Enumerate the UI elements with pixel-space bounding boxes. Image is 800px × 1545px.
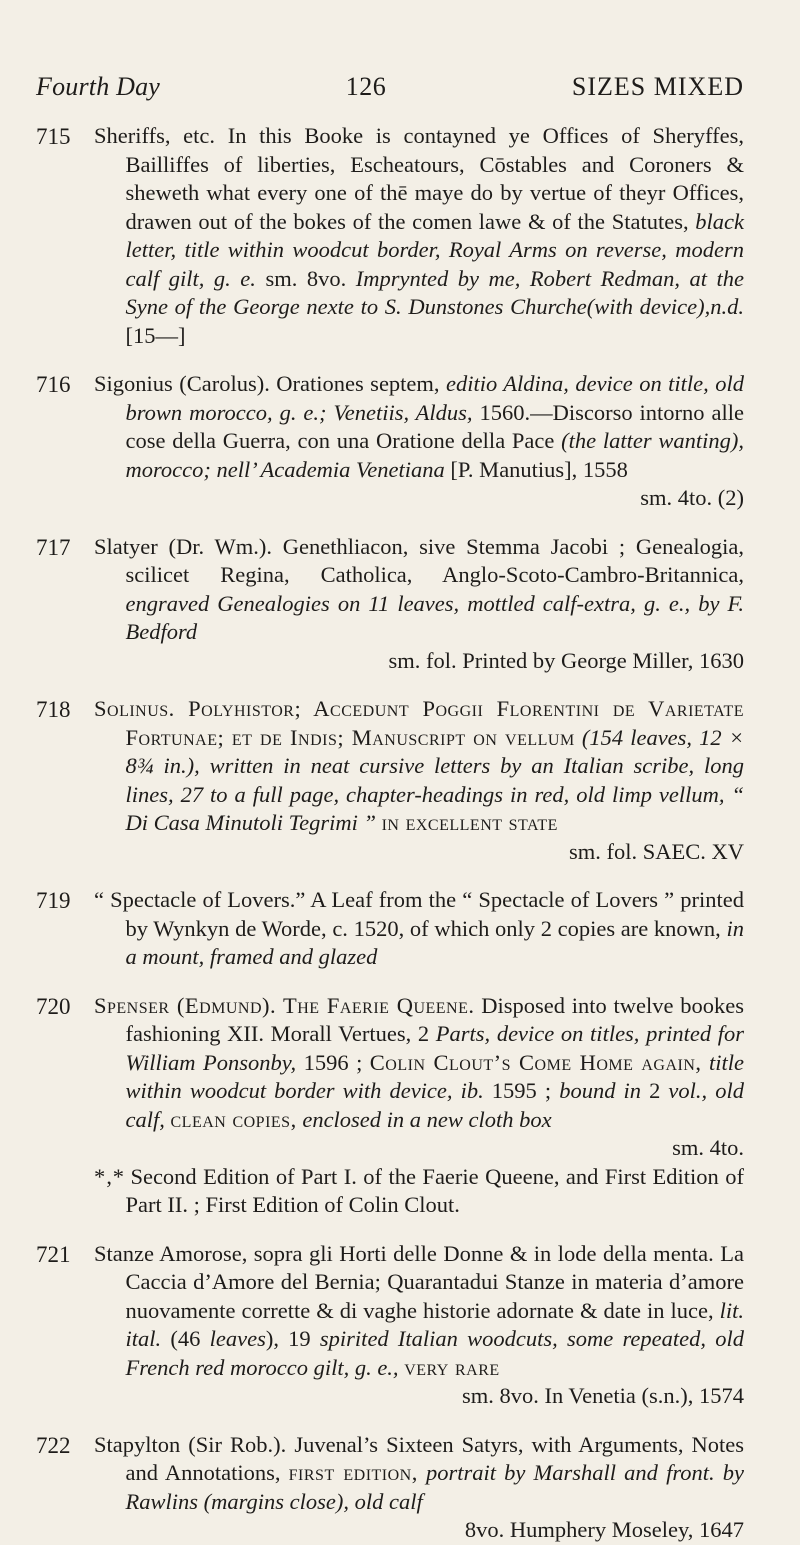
lot-number: 718: [36, 697, 71, 722]
lot-format-imprint: sm. 4to. (2): [640, 485, 744, 510]
lot-text-run: [15—]: [125, 322, 186, 348]
lot-description: [94, 122, 744, 350]
running-head-day: Fourth Day: [36, 72, 161, 101]
lot-entry: [36, 533, 744, 676]
lot-number: 722: [36, 1432, 71, 1458]
lot-text-run: engraved Genealogies on 11 leaves, mottled calf-extra, g. e., by F. Bedford: [125, 590, 744, 644]
lot-text-run: [P. Manutius], 1558: [444, 456, 628, 482]
lot-text-run: sm. 8vo.: [265, 265, 356, 291]
lot-number: 721: [36, 1241, 71, 1267]
lot-text-run: [418, 1460, 426, 1485]
lot-text-run: Solinus. Polyhistor; Accedunt Poggii Florentini de Varietate Fortunae; et de Indis; Manuscript on vellum: [94, 696, 744, 750]
lot-format-imprint: sm. 8vo. In Venetia (s.n.), 1574: [461, 1383, 744, 1408]
lot-text-run: lit. ital.: [125, 1297, 744, 1351]
lot-format-imprint: sm. 4to.: [672, 1135, 744, 1160]
lot-text-run: leaves: [209, 1326, 266, 1351]
lot-description: [94, 1240, 744, 1411]
lot-entry: [36, 1240, 744, 1411]
page-number: 126: [345, 72, 387, 101]
lot-text-run: Imprynted by me, Robert Redman, at the Syne of the George nexte to S. Dunstones Churche(with device),n.d.: [125, 265, 745, 319]
lot-text-run: [575, 725, 582, 750]
lot-text-run: title within woodcut border with device, ib.: [125, 1049, 745, 1103]
lot-format-imprint: 8vo. Humphery Moseley, 1647: [464, 1517, 744, 1542]
lot-entry: [36, 992, 744, 1220]
lot-description: [94, 370, 744, 513]
lot-text-run: Parts, device on titles, printed for William Ponsonby,: [125, 1021, 744, 1075]
lot-text-run: spirited Italian woodcuts, some repeated, old French red morocco gilt, g. e.,: [125, 1326, 744, 1380]
lot-list: [36, 122, 744, 1545]
lot-text-run: [702, 1050, 709, 1075]
lot-entry: [36, 695, 744, 866]
lot-number: 716: [36, 372, 71, 397]
lot-text-run: ), 19: [265, 1326, 320, 1351]
running-head-section: SIZES MIXED: [571, 72, 744, 101]
lot-text-run: Sheriffs, etc. In this Booke is contayned ye Offices of Sheryffes, Bailliffes of liberties, Escheatours, Cōstables and Coroners & sheweth what every one of thē maye do by vertue of theyr Offices, drawen out of the bokes of the comen lawe & of the Statutes,: [94, 123, 744, 234]
lot-description: [94, 992, 744, 1220]
lot-text-run: Stanze Amorose, sopra gli Horti delle Donne & in lode della menta. La Caccia d’Amore del Bernia; Quarantadui Stanze in materia d’amore nuovamente corrette & di vaghe historie adornate & date in luce,: [94, 1240, 744, 1323]
lot-text-run: very rare: [404, 1354, 500, 1380]
lot-text-run: vol., old calf,: [125, 1078, 744, 1132]
lot-text-run: 1596 ;: [296, 1049, 370, 1075]
lot-text-run: (46: [161, 1326, 210, 1351]
lot-text-run: “ Spectacle of Lovers.” A Leaf from the “ Spectacle of Lovers ” printed by Wynkyn de Worde, c. 1520, of which only 2 copies are known,: [94, 887, 744, 941]
lot-number: 720: [36, 993, 71, 1019]
lot-format-imprint: sm. fol. SAEC. XV: [568, 838, 744, 864]
lot-text-run: (the latter wanting), morocco; nell’ Academia Venetiana: [125, 428, 744, 482]
page-header: [36, 72, 744, 102]
lot-description: [94, 533, 744, 676]
lot-number: 717: [36, 534, 71, 560]
lot-description: [94, 1431, 744, 1545]
lot-text-run: portrait by Marshall and front. by Rawlins (margins close), old calf: [125, 1460, 744, 1514]
lot-text-run: first edition,: [288, 1460, 418, 1485]
lot-text-run: clean copies,: [170, 1106, 297, 1132]
lot-text-run: bound in: [559, 1078, 642, 1103]
lot-number: 715: [36, 124, 71, 149]
lot-text-run: enclosed in a new cloth box: [302, 1106, 552, 1132]
lot-text-run: Stapylton (Sir Rob.). Juvenal’s Sixteen Satyrs, with Arguments, Notes and Annotations,: [94, 1431, 744, 1485]
lot-text-run: Slatyer (Dr. Wm.). Genethliacon, sive Stemma Jacobi ; Genealogia, scilicet Regina, Catholica, Anglo-Scoto-Cambro-Britannica,: [94, 533, 744, 587]
lot-format-imprint: sm. fol. Printed by George Miller, 1630: [388, 647, 744, 673]
lot-text-run: 1595 ;: [483, 1078, 560, 1103]
lot-text-run: 1560.—Discorso intorno alle cose della Guerra, con una Oratione della Pace: [125, 399, 744, 453]
lot-entry: [36, 886, 744, 972]
lot-text-run: 2: [641, 1078, 669, 1103]
lot-text-run: (154 leaves, 12 × 8¾ in.), written in neat cursive letters by an Italian scribe, long lines, 27 to a full page, chapter-headings in red, old limp vellum, “ Di Casa Minutoli Tegrimi ”: [125, 724, 744, 835]
lot-text-run: Sigonius (Carolus). Orationes septem,: [94, 371, 446, 396]
lot-note: *‚* Second Edition of Part I. of the Faerie Queene, and First Edition of Part II. ; First Edition of Colin Clout.: [94, 1163, 744, 1217]
lot-text-run: in a mount, framed and glazed: [125, 915, 744, 969]
lot-number: 719: [36, 888, 71, 913]
lot-text-run: Spenser (Edmund). The Faerie Queene.: [94, 992, 475, 1018]
lot-entry: [36, 122, 744, 350]
lot-entry: [36, 1431, 744, 1545]
lot-text-run: editio Aldina, device on title, old brown morocco, g. e.; Venetiis, Aldus,: [125, 371, 744, 425]
lot-description: [94, 695, 744, 866]
lot-text-run: black letter, title within woodcut border, Royal Arms on reverse, modern calf gilt, g. e.: [125, 208, 744, 291]
lot-text-run: Disposed into twelve bookes fashioning XII. Morall Vertues, 2: [125, 992, 744, 1046]
lot-text-run: Colin Clout’s Come Home again,: [369, 1049, 702, 1075]
lot-text-run: in excellent state: [381, 810, 558, 835]
lot-description: [94, 886, 744, 972]
lot-entry: [36, 370, 744, 513]
